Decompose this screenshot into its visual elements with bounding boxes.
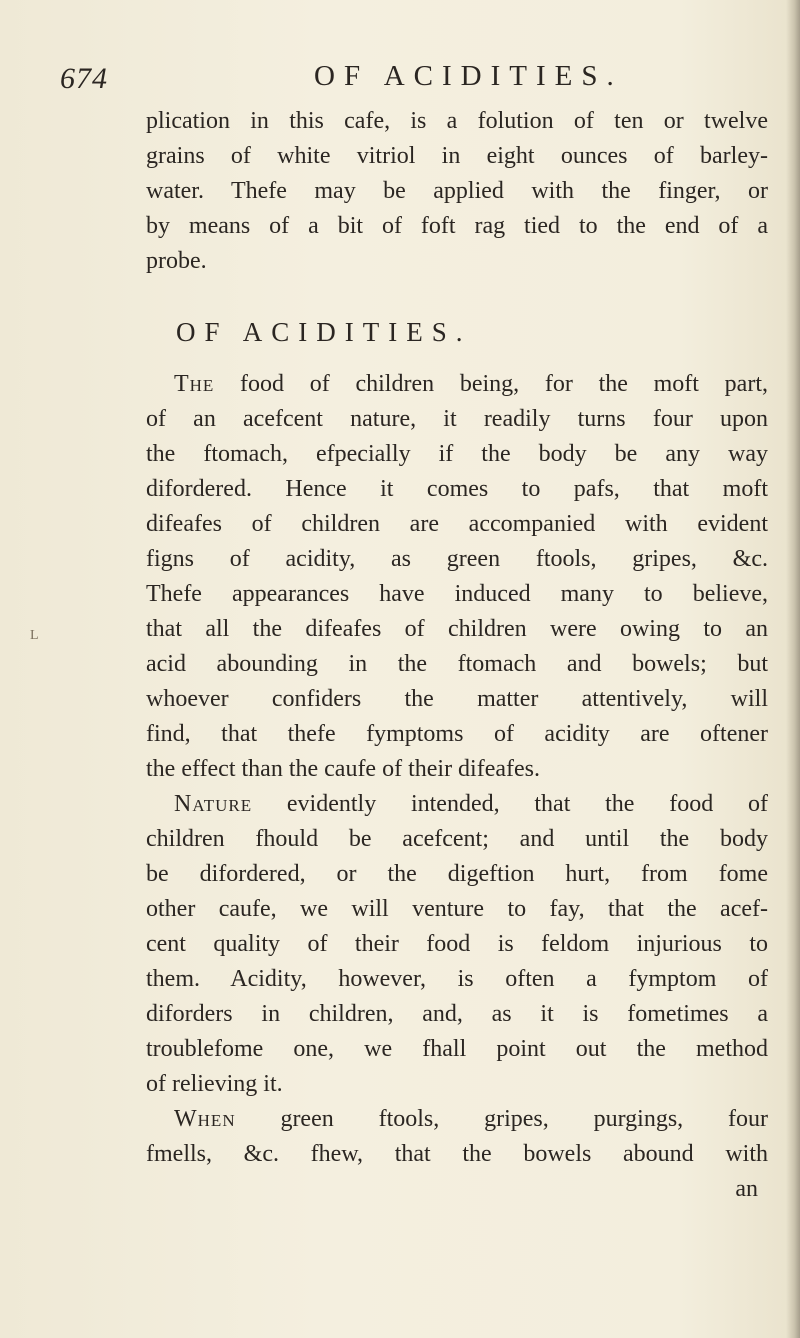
- running-title: OF ACIDITIES.: [314, 60, 623, 92]
- page-number: 674: [60, 62, 108, 95]
- text-line: plication in this cafe, is a folution of ten or twelve: [146, 108, 768, 134]
- text-line: whoever confiders the matter attentively, will: [146, 686, 768, 712]
- line-rest: green ftools, gripes, purgings, four: [235, 1106, 768, 1132]
- text-line: Thefe appearances have induced many to believe,: [146, 581, 768, 607]
- text-line: [146, 367, 768, 402]
- text-line: find, that thefe fymptoms of acidity are oftener: [146, 721, 768, 747]
- line-rest: evidently intended, that the food of: [252, 791, 768, 817]
- text-line: figns of acidity, as green ftools, gripes, &c.: [146, 546, 768, 572]
- paragraph: [146, 787, 768, 1102]
- text-line: by means of a bit of foft rag tied to the end of a: [146, 213, 768, 239]
- text-line: probe.: [146, 248, 207, 274]
- text-line: difeafes of children are accompanied with evident: [146, 511, 768, 537]
- text-line: other caufe, we will venture to fay, that the acef-: [146, 896, 768, 922]
- text-line: of an acefcent nature, it readily turns four upon: [146, 406, 768, 432]
- text-line: difordered. Hence it comes to pafs, that moft: [146, 476, 768, 502]
- text-line: diforders in children, and, as it is fometimes a: [146, 1001, 768, 1027]
- section-heading: OF ACIDITIES.: [176, 317, 472, 347]
- text-line: acid abounding in the ftomach and bowels; but: [146, 651, 768, 677]
- text-line: troublefome one, we fhall point out the method: [146, 1036, 768, 1062]
- paragraph: [146, 1102, 768, 1172]
- paragraph-continuation: [146, 104, 768, 279]
- text-line: of relieving it.: [146, 1071, 283, 1097]
- text-line: the effect than the caufe of their difeafes.: [146, 756, 541, 782]
- text-line: children fhould be acefcent; and until the body: [146, 826, 768, 852]
- text-line: them. Acidity, however, is often a fymptom of: [146, 966, 768, 992]
- page-edge-shadow: [786, 0, 800, 1338]
- paragraph-opening-word: Nature: [174, 791, 253, 817]
- paragraph-opening-word: When: [174, 1106, 236, 1132]
- body-text: [146, 104, 768, 1207]
- text-line: grains of white vitriol in eight ounces of barley-: [146, 143, 768, 169]
- text-line: the ftomach, efpecially if the body be any way: [146, 441, 768, 467]
- text-line: [146, 1102, 768, 1137]
- margin-mark: L: [30, 628, 39, 643]
- text-line: [146, 787, 768, 822]
- text-line: that all the difeafes of children were owing to an: [146, 616, 768, 642]
- text-line: cent quality of their food is feldom injurious to: [146, 931, 768, 957]
- paragraph-opening-word: The: [174, 371, 215, 397]
- text-line: water. Thefe may be applied with the finger, or: [146, 178, 768, 204]
- running-head: [60, 56, 760, 100]
- text-line: be difordered, or the digeftion hurt, from fome: [146, 861, 768, 887]
- text-line: fmells, &c. fhew, that the bowels abound with: [146, 1141, 768, 1167]
- catchword: an: [735, 1176, 758, 1202]
- paragraph: [146, 367, 768, 787]
- line-rest: food of children being, for the moft part,: [214, 371, 768, 397]
